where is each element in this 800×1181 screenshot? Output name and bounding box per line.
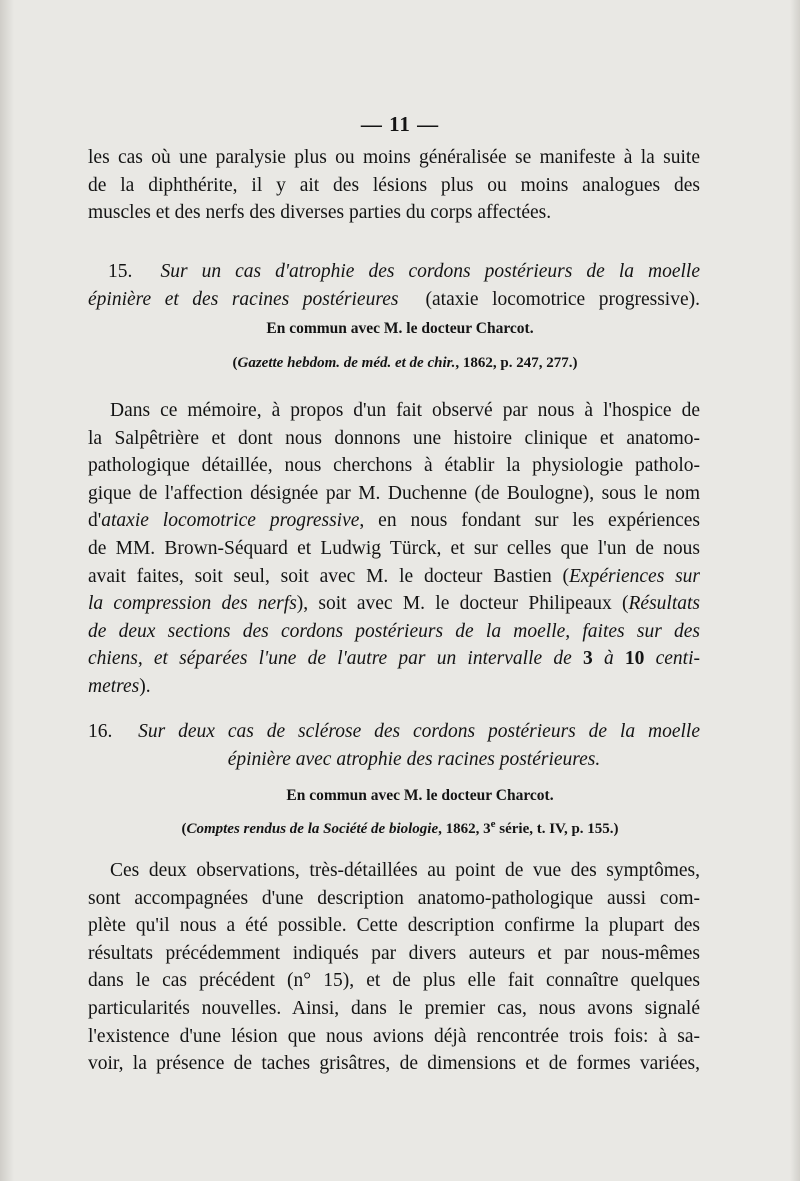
section-15-body [88,397,700,701]
section-16-citation [0,818,800,838]
citation-paren: ( [232,355,238,371]
section-title: Sur deux cas de sclérose des cordons postérieurs de la moelle [138,721,700,742]
text-line: résultats précédemment indiqués par divers auteurs et par nous-mêmes [88,942,700,964]
section-heading-line [88,286,700,314]
text-line [88,673,700,701]
text-run-italic: Expériences sur [569,565,700,587]
text-line: de la diphthérite, il y ait des lésions plus ou moins analogues des [88,174,700,196]
section-15-citation [5,355,800,372]
text-line: sont accompagnées d'une description anatomo-pathologique aussi com- [88,887,700,909]
text-run-italic: chiens, et séparées l'une de l'autre par un intervalle de [88,648,583,670]
text-line: de deux sections des cordons postérieurs de la moelle, faites sur des [88,620,700,642]
text-run-italic: la compression des nerfs [88,593,297,615]
text-line [88,645,700,673]
text-line [88,590,700,618]
section-heading-line: épinière avec atrophie des racines postérieures. [227,749,601,770]
citation-superscript: e [490,818,496,830]
citation-journal: Comptes rendus de la Société de biologie [186,821,439,837]
section-heading-line [88,718,700,746]
text-line: gique de l'affection désignée par M. Duchenne (de Boulogne), sous le nom [88,482,700,504]
text-run: d' [88,510,102,532]
intro-paragraph [88,144,700,227]
text-line: la Salpêtrière et dont nous donnons une histoire clinique et anatomo- [88,427,700,449]
text-line: Ces deux observations, très-détaillées au point de vue des symptômes, [110,860,700,881]
citation-journal: Gazette hebdom. de méd. et de chir. [237,355,456,371]
text-line: plète qu'il nous a été possible. Cette description confirme la plupart des [88,915,700,937]
page-number: — 11 — [360,112,440,136]
text-line: les cas où une paralysie plus ou moins généralisée se manifeste à la suite [88,147,700,168]
text-line: pathologique détaillée, nous cherchons à établir la physiologie patholo- [88,455,700,477]
citation-paren: ( [181,821,187,837]
section-title: Sur un cas d'atrophie des cordons postérieurs de la moelle [160,261,701,282]
text-line [88,507,700,535]
text-run: ). [139,675,151,697]
text-run-italic: ataxie locomotrice progressive [101,510,360,532]
text-run-italic: metres [88,675,140,697]
text-run-italic: centi- [644,648,701,670]
section-15-heading [88,258,700,314]
text-line: muscles et des nerfs des diverses parties du corps affectées. [88,202,552,224]
citation-details: série, t. IV, p. 155.) [495,821,619,837]
text-run-bold: 3 [582,648,593,670]
text-line: particularités nouvelles. Ainsi, dans le premier cas, nous avons signalé [88,997,700,1019]
section-title-subtitle: (ataxie locomotrice progressive). [425,289,700,310]
section-title-cont: épinière et des racines postérieures [88,289,399,310]
text-run-italic: Résultats [628,593,701,615]
text-run-italic: à [592,648,625,670]
citation-details: , 1862, p. 247, 277.) [455,355,578,371]
text-run: ), soit avec M. le docteur Philipeaux ( [296,593,629,615]
text-line: l'existence d'une lésion que nous avions déjà rencontrée trois fois: à sa- [88,1025,700,1047]
text-line: dans le cas précédent (n° 15), et de plus elle fait connaître quelques [88,970,700,992]
section-16-heading [88,718,700,774]
section-15-collaboration: En commun avec M. le docteur Charcot. [266,320,534,337]
citation-details: , 1862, 3 [438,821,491,837]
text-line: de MM. Brown-Séquard et Ludwig Türck, et sur celles que l'un de nous [88,537,700,559]
text-line: Dans ce mémoire, à propos d'un fait observé par nous à l'hospice de [110,400,700,421]
section-number: 15. [108,261,133,282]
section-number: 16. [88,721,113,742]
text-run: avait faites, soit seul, soit avec M. le docteur Bastien ( [88,565,569,587]
text-run: , en nous fondant sur les expériences [359,510,700,532]
text-line: voir, la présence de taches grisâtres, de dimensions et de formes variées, [88,1053,700,1075]
text-run-bold: 10 [624,648,645,670]
section-16-body [88,857,700,1078]
section-heading-line [88,258,700,286]
section-16-collaboration: En commun avec M. le docteur Charcot. [286,787,554,804]
text-line [88,563,700,591]
